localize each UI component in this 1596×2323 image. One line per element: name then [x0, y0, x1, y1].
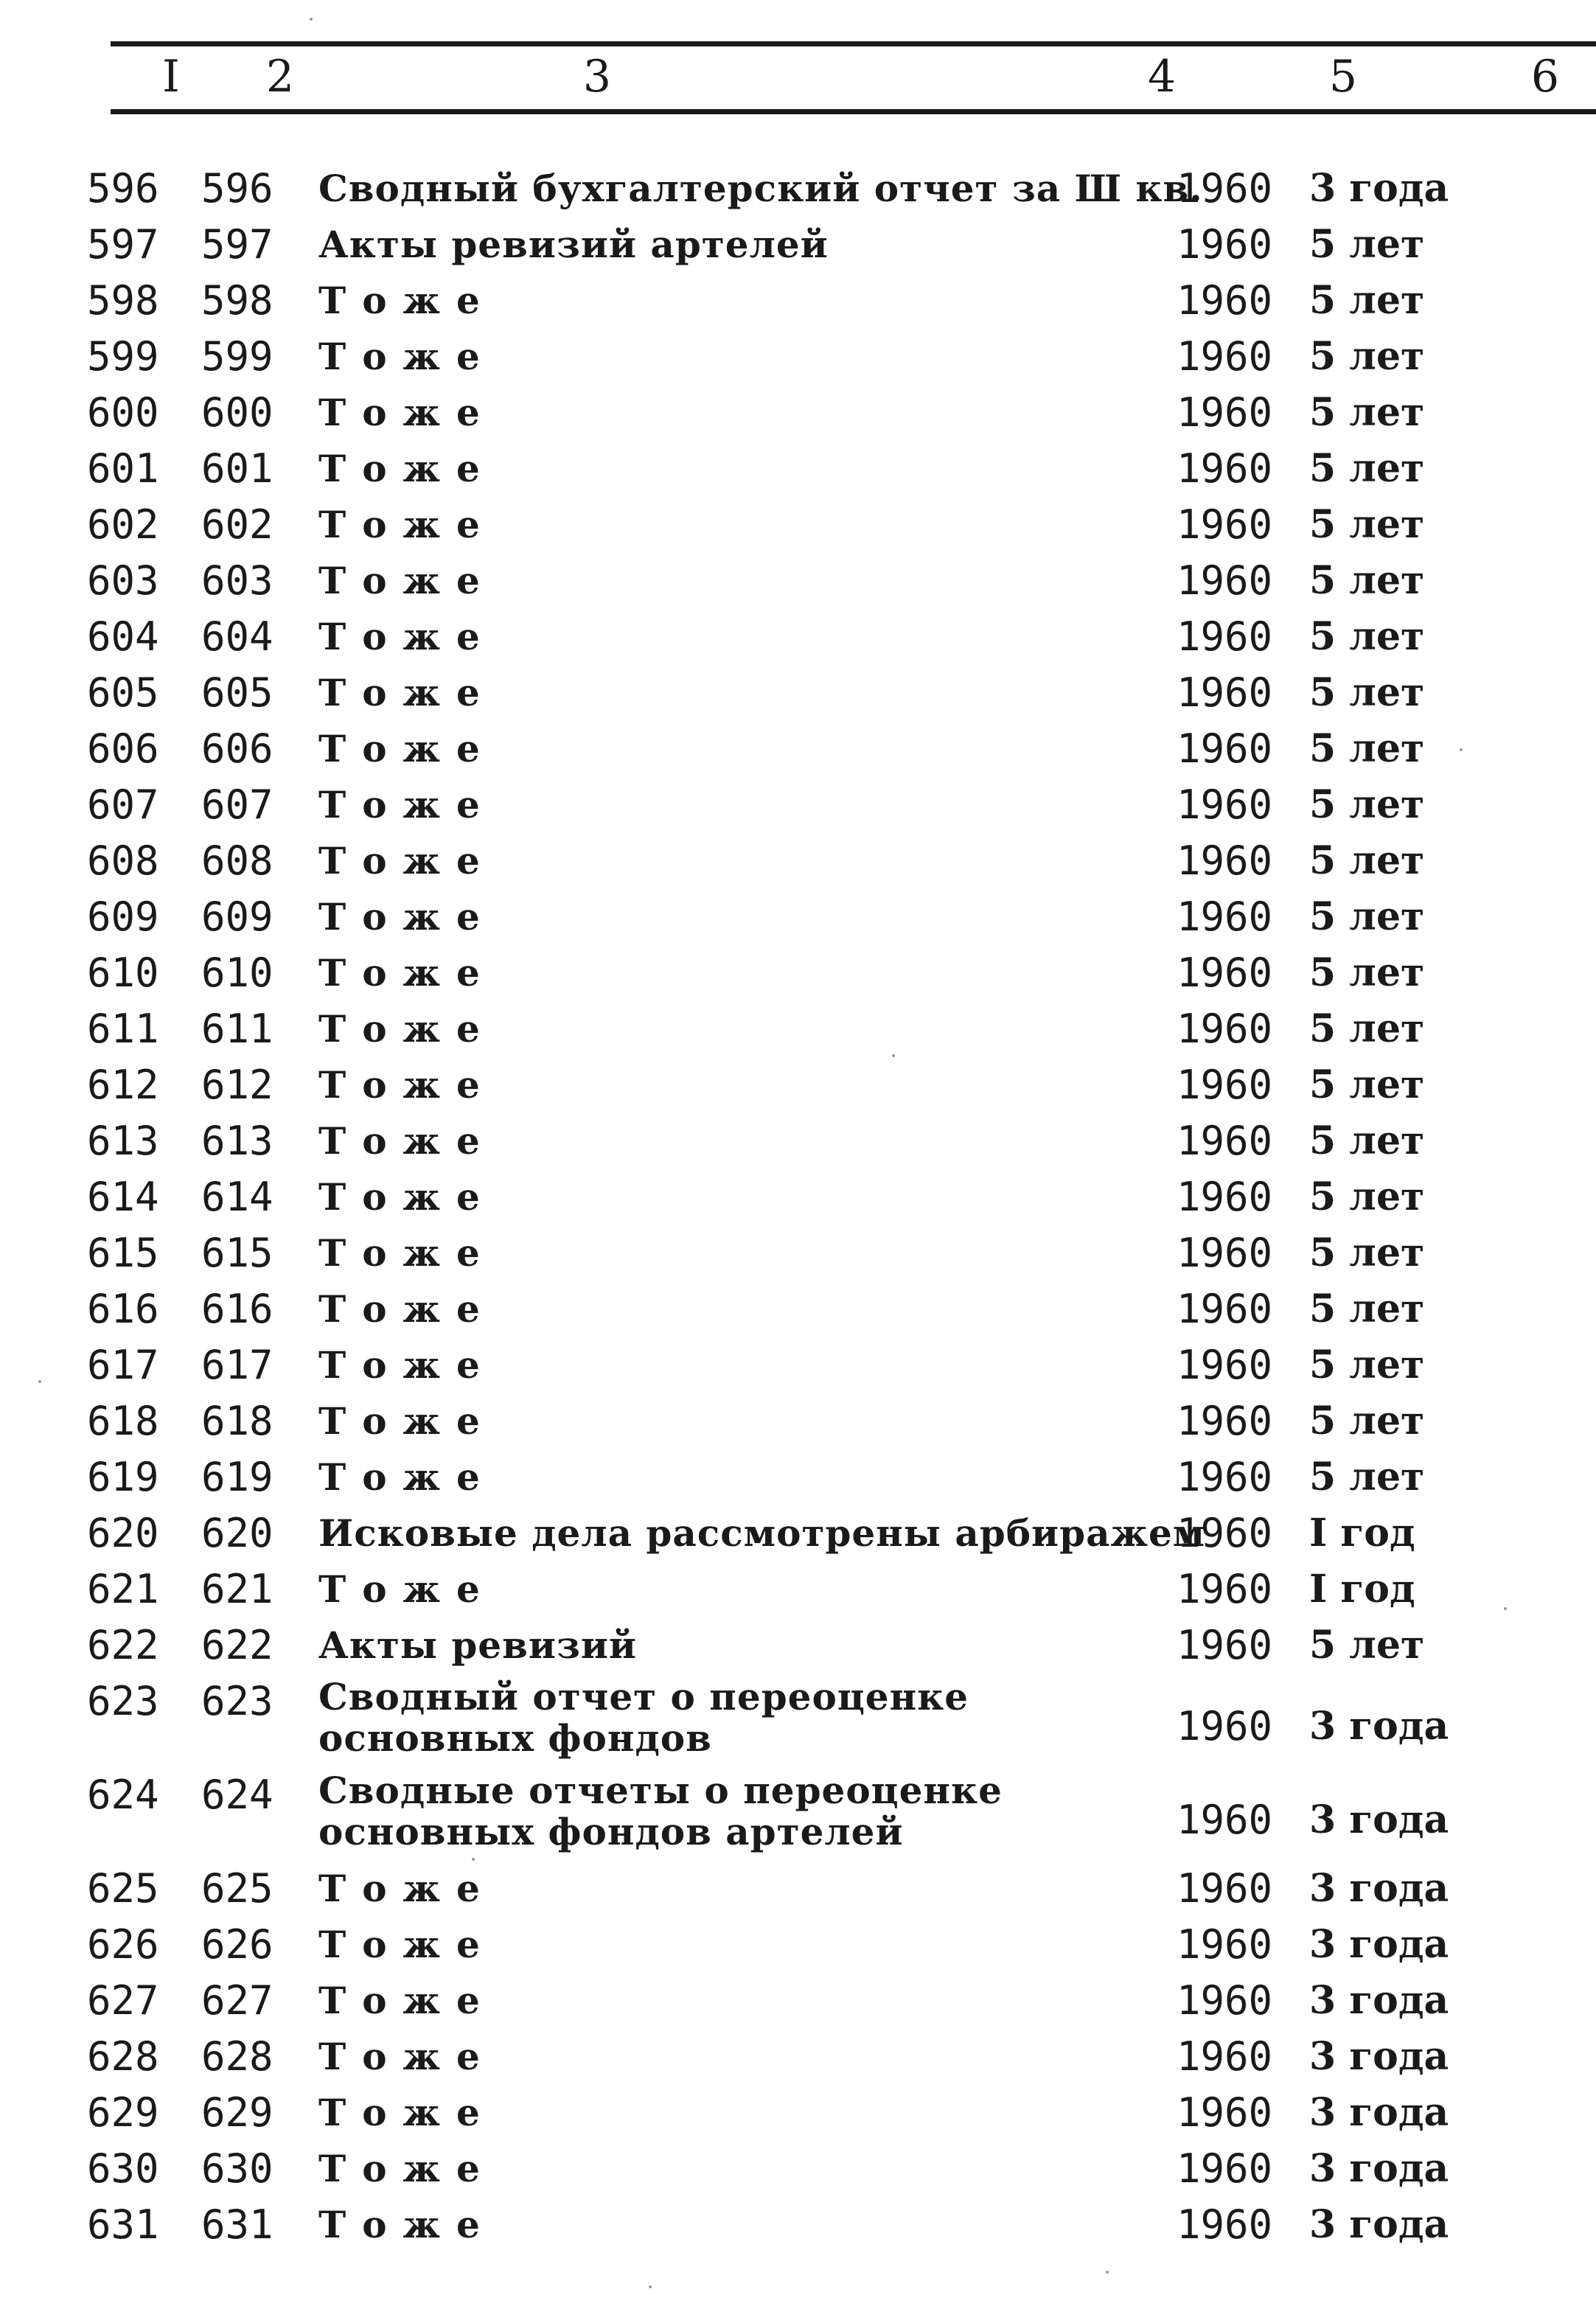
row-file-number: 602	[201, 501, 273, 548]
row-year: 1960	[1177, 2089, 1273, 2136]
table-row	[0, 273, 1596, 329]
row-year: 1960	[1177, 1062, 1273, 1108]
row-retention-term: 5 лет	[1309, 614, 1425, 659]
row-year: 1960	[1177, 1454, 1273, 1500]
row-retention-term: 3 года	[1309, 2146, 1449, 2191]
row-year: 1960	[1177, 837, 1273, 884]
row-file-number: 619	[201, 1454, 273, 1500]
row-year: 1960	[1177, 1703, 1273, 1749]
row-file-title: Тоже	[318, 447, 496, 490]
row-file-title: Тоже	[318, 279, 496, 322]
row-retention-term: 5 лет	[1309, 278, 1425, 323]
row-year: 1960	[1177, 557, 1273, 604]
row-year: 1960	[1177, 389, 1273, 436]
row-retention-term: 3 года	[1309, 1866, 1449, 1911]
row-sequence-number: 596	[87, 165, 159, 212]
row-sequence-number: 628	[87, 2033, 159, 2080]
row-sequence-number: 616	[87, 1286, 159, 1332]
column-header-6: 6	[1530, 51, 1560, 102]
row-sequence-number: 627	[87, 1977, 159, 2024]
row-retention-term: 3 года	[1309, 2090, 1449, 2135]
row-file-number: 612	[201, 1062, 273, 1108]
row-file-number: 630	[201, 2145, 273, 2192]
row-sequence-number: 614	[87, 1174, 159, 1220]
row-retention-term: 5 лет	[1309, 390, 1425, 435]
row-retention-term: 5 лет	[1309, 1174, 1425, 1219]
row-sequence-number: 620	[87, 1510, 159, 1556]
row-year: 1960	[1177, 165, 1273, 212]
table-row	[0, 1973, 1596, 2029]
row-file-number: 603	[201, 557, 273, 604]
table-row	[0, 1001, 1596, 1057]
row-file-title: Тоже	[318, 1455, 496, 1499]
row-retention-term: 5 лет	[1309, 502, 1425, 547]
table-row	[0, 385, 1596, 441]
row-file-title: Тоже	[318, 1343, 496, 1387]
row-year: 1960	[1177, 2033, 1273, 2080]
row-sequence-number: 623	[87, 1678, 159, 1724]
row-retention-term: 3 года	[1309, 2034, 1449, 2079]
table-row	[0, 1169, 1596, 1225]
row-retention-term: 5 лет	[1309, 726, 1425, 771]
table-row	[0, 1393, 1596, 1449]
row-sequence-number: 604	[87, 613, 159, 660]
row-retention-term: 5 лет	[1309, 558, 1425, 603]
row-sequence-number: 606	[87, 725, 159, 772]
table-row	[0, 889, 1596, 945]
row-file-title: Тоже	[318, 1175, 496, 1219]
row-retention-term: 5 лет	[1309, 1455, 1425, 1500]
row-file-number: 616	[201, 1286, 273, 1332]
row-file-number: 609	[201, 894, 273, 940]
row-retention-term: 5 лет	[1309, 1342, 1425, 1387]
row-file-number: 626	[201, 1921, 273, 1968]
row-year: 1960	[1177, 333, 1273, 380]
row-file-number: 627	[201, 1977, 273, 2024]
row-sequence-number: 598	[87, 277, 159, 324]
column-header-1: I	[162, 51, 180, 102]
row-file-title: Тоже	[318, 2147, 496, 2190]
row-file-number: 617	[201, 1342, 273, 1388]
row-sequence-number: 605	[87, 669, 159, 716]
row-year: 1960	[1177, 2201, 1273, 2248]
row-sequence-number: 600	[87, 389, 159, 436]
table-row	[0, 1057, 1596, 1113]
row-file-title: Сводный отчет о переоценке основных фондов	[318, 1675, 969, 1760]
row-sequence-number: 601	[87, 445, 159, 492]
row-retention-term: 5 лет	[1309, 950, 1425, 995]
row-file-number: 620	[201, 1510, 273, 1556]
row-retention-term: I год	[1309, 1511, 1415, 1556]
row-retention-term: 3 года	[1309, 1704, 1449, 1749]
table-row	[0, 1505, 1596, 1561]
row-file-title: Тоже	[318, 1923, 496, 1966]
table-row	[0, 1917, 1596, 1973]
row-sequence-number: 611	[87, 1006, 159, 1052]
row-sequence-number: 631	[87, 2201, 159, 2248]
row-file-title: Сводные отчеты о переоценке основных фондов артелей	[318, 1769, 1003, 1853]
row-sequence-number: 603	[87, 557, 159, 604]
row-year: 1960	[1177, 1510, 1273, 1556]
table-row	[0, 1113, 1596, 1169]
table-row	[0, 1674, 1596, 1767]
row-sequence-number: 615	[87, 1230, 159, 1276]
row-sequence-number: 607	[87, 781, 159, 828]
row-sequence-number: 609	[87, 894, 159, 940]
row-file-title: Тоже	[318, 1119, 496, 1163]
row-retention-term: 3 года	[1309, 1922, 1449, 1967]
row-retention-term: I год	[1309, 1567, 1415, 1612]
row-file-title: Тоже	[318, 951, 496, 995]
row-sequence-number: 617	[87, 1342, 159, 1388]
row-year: 1960	[1177, 1921, 1273, 1968]
row-file-title: Тоже	[318, 1007, 496, 1051]
row-file-number: 596	[201, 165, 273, 212]
row-file-number: 615	[201, 1230, 273, 1276]
row-year: 1960	[1177, 613, 1273, 660]
row-retention-term: 3 года	[1309, 1978, 1449, 2023]
row-sequence-number: 619	[87, 1454, 159, 1500]
row-file-title: Акты ревизий артелей	[318, 223, 829, 266]
table-row	[0, 609, 1596, 665]
row-file-number: 629	[201, 2089, 273, 2136]
row-year: 1960	[1177, 1797, 1273, 1843]
row-year: 1960	[1177, 501, 1273, 548]
row-retention-term: 5 лет	[1309, 1399, 1425, 1443]
row-file-title: Тоже	[318, 503, 496, 546]
row-file-number: 611	[201, 1006, 273, 1052]
table-row	[0, 721, 1596, 777]
table-row	[0, 217, 1596, 273]
row-file-number: 618	[201, 1398, 273, 1444]
row-file-title: Тоже	[318, 671, 496, 714]
row-sequence-number: 613	[87, 1118, 159, 1164]
row-year: 1960	[1177, 950, 1273, 996]
row-year: 1960	[1177, 445, 1273, 492]
row-file-number: 605	[201, 669, 273, 716]
row-retention-term: 5 лет	[1309, 1062, 1425, 1107]
row-file-title: Тоже	[318, 1287, 496, 1331]
row-file-title: Тоже	[318, 1567, 496, 1611]
row-year: 1960	[1177, 221, 1273, 268]
row-file-title: Тоже	[318, 1867, 496, 1910]
table-row	[0, 329, 1596, 385]
row-sequence-number: 622	[87, 1622, 159, 1668]
row-file-number: 600	[201, 389, 273, 436]
row-retention-term: 5 лет	[1309, 782, 1425, 827]
row-year: 1960	[1177, 1398, 1273, 1444]
row-retention-term: 5 лет	[1309, 894, 1425, 939]
table-row	[0, 1281, 1596, 1337]
row-retention-term: 5 лет	[1309, 222, 1425, 267]
row-file-title: Тоже	[318, 2091, 496, 2134]
table-row	[0, 1767, 1596, 1861]
row-file-number: 606	[201, 725, 273, 772]
row-file-title: Тоже	[318, 727, 496, 770]
row-year: 1960	[1177, 1118, 1273, 1164]
row-year: 1960	[1177, 1342, 1273, 1388]
row-file-title: Тоже	[318, 2203, 496, 2246]
row-file-number: 613	[201, 1118, 273, 1164]
row-sequence-number: 629	[87, 2089, 159, 2136]
row-file-number: 604	[201, 613, 273, 660]
row-year: 1960	[1177, 894, 1273, 940]
row-sequence-number: 625	[87, 1865, 159, 1912]
row-year: 1960	[1177, 2145, 1273, 2192]
row-year: 1960	[1177, 725, 1273, 772]
row-sequence-number: 597	[87, 221, 159, 268]
row-sequence-number: 626	[87, 1921, 159, 1968]
row-sequence-number: 621	[87, 1566, 159, 1612]
table-row	[0, 553, 1596, 609]
row-file-number: 624	[201, 1772, 273, 1818]
row-file-title: Тоже	[318, 2035, 496, 2078]
row-year: 1960	[1177, 1566, 1273, 1612]
row-file-title: Тоже	[318, 783, 496, 826]
row-retention-term: 5 лет	[1309, 1286, 1425, 1331]
row-sequence-number: 608	[87, 837, 159, 884]
row-file-number: 607	[201, 781, 273, 828]
table-row	[0, 441, 1596, 497]
row-retention-term: 5 лет	[1309, 1118, 1425, 1163]
row-year: 1960	[1177, 277, 1273, 324]
table-row	[0, 665, 1596, 721]
row-file-title: Тоже	[318, 391, 496, 434]
row-retention-term: 3 года	[1309, 166, 1449, 211]
table-row	[0, 497, 1596, 553]
row-year: 1960	[1177, 1977, 1273, 2024]
row-retention-term: 5 лет	[1309, 838, 1425, 883]
row-file-title: Тоже	[318, 1063, 496, 1107]
table-row	[0, 833, 1596, 889]
row-file-title: Тоже	[318, 1231, 496, 1275]
row-retention-term: 5 лет	[1309, 334, 1425, 379]
row-sequence-number: 630	[87, 2145, 159, 2192]
row-file-number: 631	[201, 2201, 273, 2248]
row-file-number: 610	[201, 950, 273, 996]
inventory-table-body	[0, 161, 1596, 2253]
table-row	[0, 161, 1596, 217]
row-file-number: 621	[201, 1566, 273, 1612]
table-row	[0, 945, 1596, 1001]
table-row	[0, 1337, 1596, 1393]
column-header-3: 3	[582, 51, 612, 102]
table-row	[0, 2085, 1596, 2141]
row-file-number: 599	[201, 333, 273, 380]
row-sequence-number: 624	[87, 1772, 159, 1818]
row-file-title: Сводный бухгалтерский отчет за Ш кв.	[318, 167, 1203, 210]
row-file-number: 601	[201, 445, 273, 492]
table-row	[0, 777, 1596, 833]
table-row	[0, 2197, 1596, 2253]
column-header-5: 5	[1328, 51, 1358, 102]
row-file-number: 622	[201, 1622, 273, 1668]
row-year: 1960	[1177, 1622, 1273, 1668]
table-row	[0, 1561, 1596, 1617]
row-sequence-number: 612	[87, 1062, 159, 1108]
row-year: 1960	[1177, 781, 1273, 828]
row-file-title: Тоже	[318, 559, 496, 602]
table-row	[0, 2141, 1596, 2197]
table-row	[0, 1861, 1596, 1917]
row-file-title: Тоже	[318, 1399, 496, 1443]
row-file-title: Тоже	[318, 839, 496, 882]
row-file-number: 628	[201, 2033, 273, 2080]
header-top-rule	[111, 41, 1596, 46]
row-sequence-number: 610	[87, 950, 159, 996]
row-retention-term: 5 лет	[1309, 446, 1425, 491]
row-year: 1960	[1177, 1174, 1273, 1220]
row-year: 1960	[1177, 1230, 1273, 1276]
row-file-number: 608	[201, 837, 273, 884]
row-file-number: 614	[201, 1174, 273, 1220]
row-sequence-number: 599	[87, 333, 159, 380]
row-retention-term: 5 лет	[1309, 670, 1425, 715]
column-header-2: 2	[265, 51, 295, 102]
row-retention-term: 5 лет	[1309, 1230, 1425, 1275]
row-year: 1960	[1177, 1865, 1273, 1912]
row-file-number: 597	[201, 221, 273, 268]
column-header-4: 4	[1147, 51, 1177, 102]
row-retention-term: 3 года	[1309, 1797, 1449, 1842]
table-row	[0, 1225, 1596, 1281]
row-retention-term: 3 года	[1309, 2202, 1449, 2247]
row-file-number: 598	[201, 277, 273, 324]
row-file-number: 625	[201, 1865, 273, 1912]
table-row	[0, 2029, 1596, 2085]
header-bottom-rule	[111, 109, 1596, 114]
row-retention-term: 5 лет	[1309, 1006, 1425, 1051]
row-year: 1960	[1177, 669, 1273, 716]
table-row	[0, 1449, 1596, 1505]
row-year: 1960	[1177, 1006, 1273, 1052]
row-file-title: Тоже	[318, 615, 496, 658]
row-file-title: Исковые дела рассмотрены арбиражем	[318, 1511, 1206, 1555]
table-row	[0, 1617, 1596, 1674]
row-file-title: Тоже	[318, 895, 496, 938]
row-retention-term: 5 лет	[1309, 1623, 1425, 1668]
row-year: 1960	[1177, 1286, 1273, 1332]
row-file-number: 623	[201, 1678, 273, 1724]
row-file-title: Акты ревизий	[318, 1623, 638, 1667]
row-file-title: Тоже	[318, 1979, 496, 2022]
row-file-title: Тоже	[318, 335, 496, 378]
row-sequence-number: 602	[87, 501, 159, 548]
row-sequence-number: 618	[87, 1398, 159, 1444]
